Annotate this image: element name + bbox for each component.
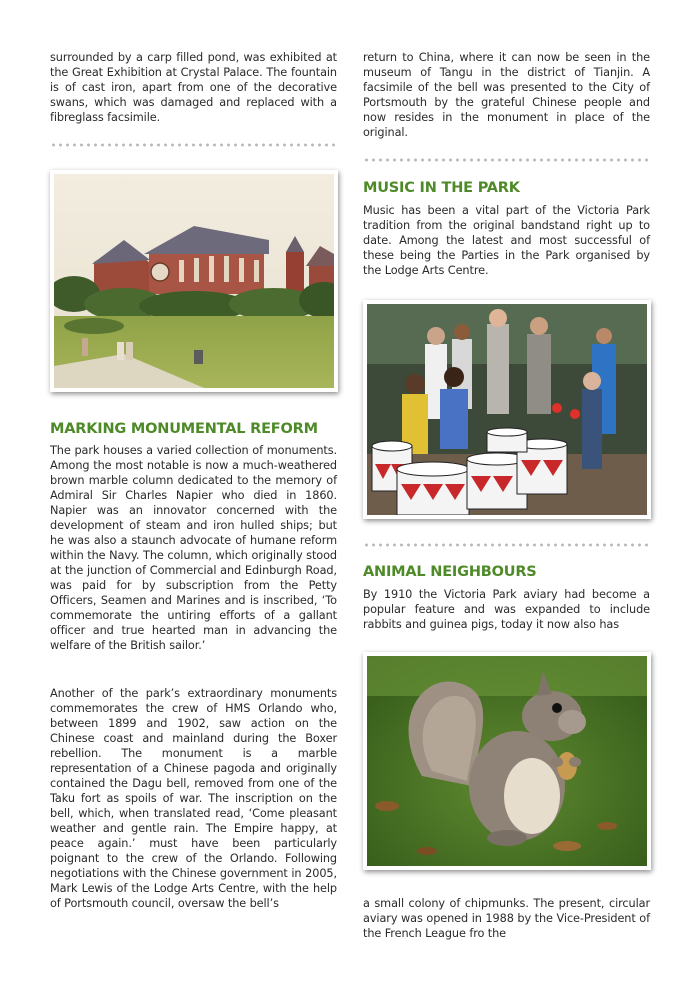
section-heading-music: MUSIC IN THE PARK [363,180,520,196]
chipmunks-paragraph: a small colony of chipmunks. The present, circular aviary was opened in 1988 by the Vice-President of the French League fro the [363,897,650,940]
drummers-in-park-photo [363,300,651,519]
left-continued-paragraph: surrounded by a carp filled pond, was exhibited at the Great Exhibition at Crystal Palace. The fountain is of cast iron, apart from one of the decorative swans, which was damaged and replaced with a fibreglass facsimile. [50,51,337,124]
music-paragraph: Music has been a vital part of the Victoria Park tradition from the original bandstand right up to date. Among the latest and most successful of these being the Parties in the Park organised by the Lodge Arts Centre. [363,204,650,277]
church-park-postcard-photo [50,170,338,392]
aviary-paragraph: By 1910 the Victoria Park aviary had become a popular feature and was expanded to include rabbits and guinea pigs, today it now also has [363,588,650,631]
dotted-divider [50,143,337,147]
section-heading-animal: ANIMAL NEIGHBOURS [363,564,537,580]
orlando-paragraph: Another of the park’s extraordinary monuments commemorates the crew of HMS Orlando who, between 1899 and 1902, saw action on the Chinese coast and mainland during the Boxer rebellion. The monument is a marble representation of a Chinese pagoda and originally contained the Dagu bell, removed from one of the Taku fort as spoils of war. The inscription on the bell, which, when translated read, ‘Come pleasant weather and gentle rain. The Empire happy, at peace again.’ must have been particularly poignant to the crew of the Orlando. Following negotiations with the Chinese government in 2005, Mark Lewis of the Lodge Arts Centre, with the help of Portsmouth council, oversaw the bell’s [50,687,337,910]
dotted-divider [363,158,650,162]
right-continued-paragraph: return to China, where it can now be seen in the museum of Tangu in the district of Tianjin. A facsimile of the bell was presented to the City of Portsmouth by the grateful Chinese people and now resides in the monument in place of the original. [363,51,650,139]
monuments-paragraph: The park houses a varied collection of monuments. Among the most notable is now a much-weathered brown marble column dedicated to the memory of Admiral Sir Charles Napier who died in 1860. Napier was an innovator concerned with the development of steam and iron hulled ships; but he was also a staunch advocate of humane reform within the Navy. The column, which originally stood at the junction of Commercial and Edinburgh Road, was paid for by subscription from the Petty Officers, Seamen and Marines and is inscribed, ‘To commemorate the untiring efforts of a gallant officer and true hearted man in advancing the welfare of the British sailor.’ [50,444,337,652]
dotted-divider [363,543,650,547]
section-heading-monumental-reform: MARKING MONUMENTAL REFORM [50,421,318,437]
squirrel-photo [363,652,651,870]
